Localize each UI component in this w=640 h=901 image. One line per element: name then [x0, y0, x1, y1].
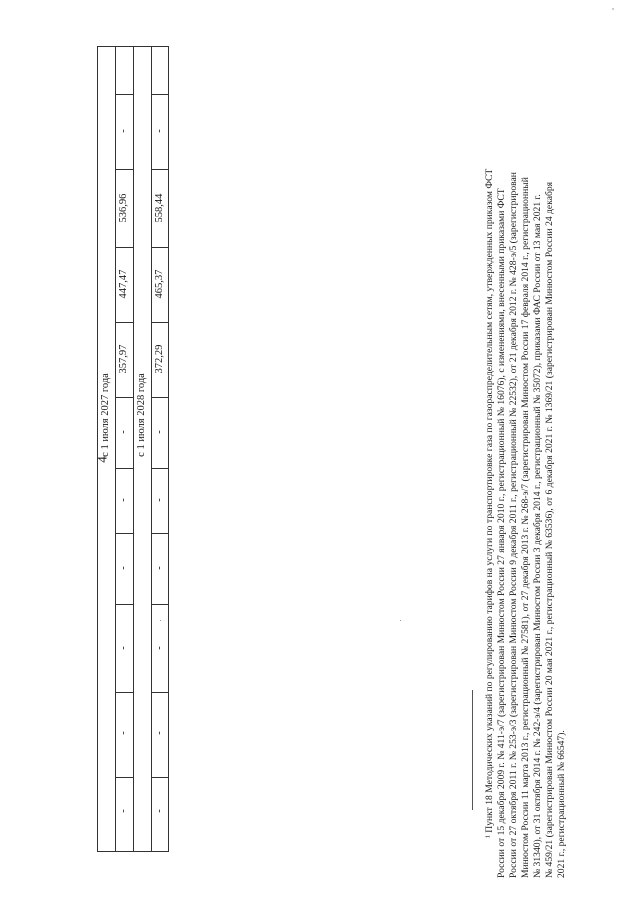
table-cell: -: [118, 731, 129, 735]
table-cell: -: [154, 731, 165, 735]
table-cell: 465,37: [154, 269, 165, 299]
page-number: 4: [94, 456, 110, 463]
table-cell: -: [118, 129, 129, 133]
table-cell: -: [154, 430, 165, 434]
tariff-table: [94, 46, 169, 852]
table-divider: [151, 47, 152, 851]
table-cell: -: [154, 809, 165, 813]
footnote-line: 2021 г., регистрационный № 66547).: [556, 730, 567, 878]
table-cell: -: [118, 430, 129, 434]
footnote-line: № 459/21 (зарегистрирован Минюстом России 20 мая 2021 г., регистрационный № 63536), от 6 декабря 2021 г. № 1369/21 (зарегистрирован Минюстом России 24 декабря: [544, 181, 555, 878]
table-cell: 536,96: [118, 193, 129, 223]
table-divider: [133, 47, 134, 851]
section-heading: с 1 июля 2028 года: [136, 373, 147, 457]
footnote-separator: [472, 690, 473, 810]
table-cell: -: [154, 498, 165, 502]
footnote-line: России от 27 октября 2011 г. № 253-э/3 (зарегистрирован Минюстом России 9 декабря 2011 г., регистрационный № 22532), от 21 декабря 2012 г. № 428-э/5 (зарегистрирован: [508, 172, 519, 878]
table-cell: 447,47: [118, 269, 129, 299]
table-cell: -: [154, 566, 165, 570]
table-cell: 357,97: [118, 344, 129, 374]
table-cell: -: [118, 498, 129, 502]
table-cell: -: [118, 646, 129, 650]
footnote-line: Минюстом России 11 марта 2013 г., регистрационный № 27581), от 27 декабря 2013 г. № 268-э/7 (зарегистрирован Минюстом России 17 февраля 2014 г., регистрационный: [520, 177, 531, 878]
section-heading: с 1 июля 2027 года: [100, 373, 111, 457]
table-cell: -: [154, 129, 165, 133]
table-cell: 558,44: [154, 193, 165, 223]
table-divider: [115, 47, 116, 851]
footnote-line: № 31340), от 31 октября 2014 г. № 242-э/4 (зарегистрирован Минюстом России 3 декабря 2014 г., регистрационный № 35072), приказами ФАС России от 13 мая 2021 г.: [532, 194, 543, 878]
footnote-line: ¹ Пункт 18 Методических указаний по регулированию тарифов на услуги по транспортировке газа по газораспределительным сетям, утвержденных приказом ФСТ: [484, 168, 495, 838]
table-cell: 372,29: [154, 344, 165, 374]
table-cell: -: [118, 809, 129, 813]
table-cell: -: [118, 566, 129, 570]
footnote-line: России от 15 декабря 2009 г. № 411-э/7 (зарегистрирован Минюстом России 27 января 2010 г., регистрационный № 16076), с изменениями, внесенными приказами ФСТ: [496, 188, 507, 878]
table-cell: -: [154, 646, 165, 650]
